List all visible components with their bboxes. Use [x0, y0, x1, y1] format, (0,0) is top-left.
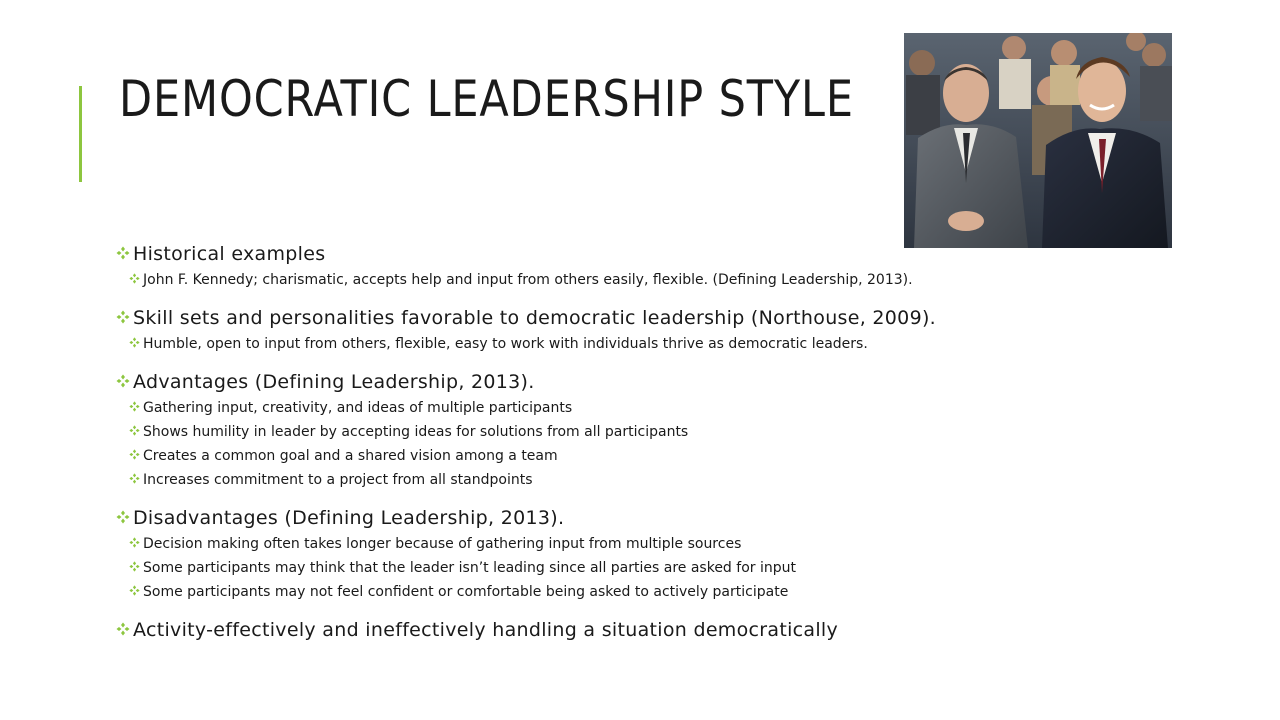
four-diamond-bullet-icon: [129, 561, 140, 572]
bullet-heading: [116, 368, 1116, 396]
bullet-subitem: [116, 556, 1116, 580]
bullet-subitem-text: Shows humility in leader by accepting ideas for solutions from all participants: [143, 424, 689, 440]
bullet-subitem: [116, 268, 1116, 292]
slide-photo: [904, 33, 1172, 248]
bullet-subitem: [116, 332, 1116, 356]
bullet-subitem: [116, 444, 1116, 468]
bullet-subitem-text: Some participants may think that the leader isn’t leading since all parties are asked for input: [143, 560, 796, 576]
four-diamond-bullet-icon: [129, 401, 140, 412]
four-diamond-bullet-icon: [116, 310, 130, 324]
four-diamond-bullet-icon: [116, 246, 130, 260]
four-diamond-bullet-icon: [129, 537, 140, 548]
bullet-content: [116, 240, 1116, 644]
bullet-heading-text: Advantages (Defining Leadership, 2013).: [133, 371, 535, 393]
bullet-subitem: [116, 396, 1116, 420]
bullet-subitem-text: Increases commitment to a project from all standpoints: [143, 472, 533, 488]
bullet-subitem-text: John F. Kennedy; charismatic, accepts help and input from others easily, flexible. (Defining Leadership, 2013).: [143, 272, 913, 288]
four-diamond-bullet-icon: [116, 374, 130, 388]
bullet-heading-text: Disadvantages (Defining Leadership, 2013).: [133, 507, 565, 529]
four-diamond-bullet-icon: [129, 473, 140, 484]
bullet-subitem-text: Decision making often takes longer because of gathering input from multiple sources: [143, 536, 742, 552]
bullet-subitem-text: Some participants may not feel confident or comfortable being asked to actively participate: [143, 584, 789, 600]
bullet-heading-text: Activity-effectively and ineffectively handling a situation democratically: [133, 619, 839, 641]
bullet-heading: [116, 240, 1116, 268]
four-diamond-bullet-icon: [129, 337, 140, 348]
bullet-heading-text: Historical examples: [133, 243, 326, 265]
four-diamond-bullet-icon: [116, 510, 130, 524]
bullet-subitem: [116, 580, 1116, 604]
accent-bar: [79, 86, 82, 182]
four-diamond-bullet-icon: [129, 273, 140, 284]
bullet-subitem-text: Creates a common goal and a shared vision among a team: [143, 448, 558, 464]
four-diamond-bullet-icon: [129, 585, 140, 596]
four-diamond-bullet-icon: [116, 622, 130, 636]
bullet-heading: [116, 504, 1116, 532]
bullet-subitem-text: Humble, open to input from others, flexible, easy to work with individuals thrive as democratic leaders.: [143, 336, 868, 352]
bullet-subitem: [116, 468, 1116, 492]
bullet-subitem: [116, 532, 1116, 556]
four-diamond-bullet-icon: [129, 449, 140, 460]
bullet-subitem-text: Gathering input, creativity, and ideas of multiple participants: [143, 400, 573, 416]
slide-title: DEMOCRATIC LEADERSHIP STYLE: [119, 70, 854, 128]
bullet-heading: [116, 616, 1116, 644]
bullet-subitem: [116, 420, 1116, 444]
bullet-heading-text: Skill sets and personalities favorable to democratic leadership (Northouse, 2009).: [133, 307, 937, 329]
four-diamond-bullet-icon: [129, 425, 140, 436]
bullet-heading: [116, 304, 1116, 332]
